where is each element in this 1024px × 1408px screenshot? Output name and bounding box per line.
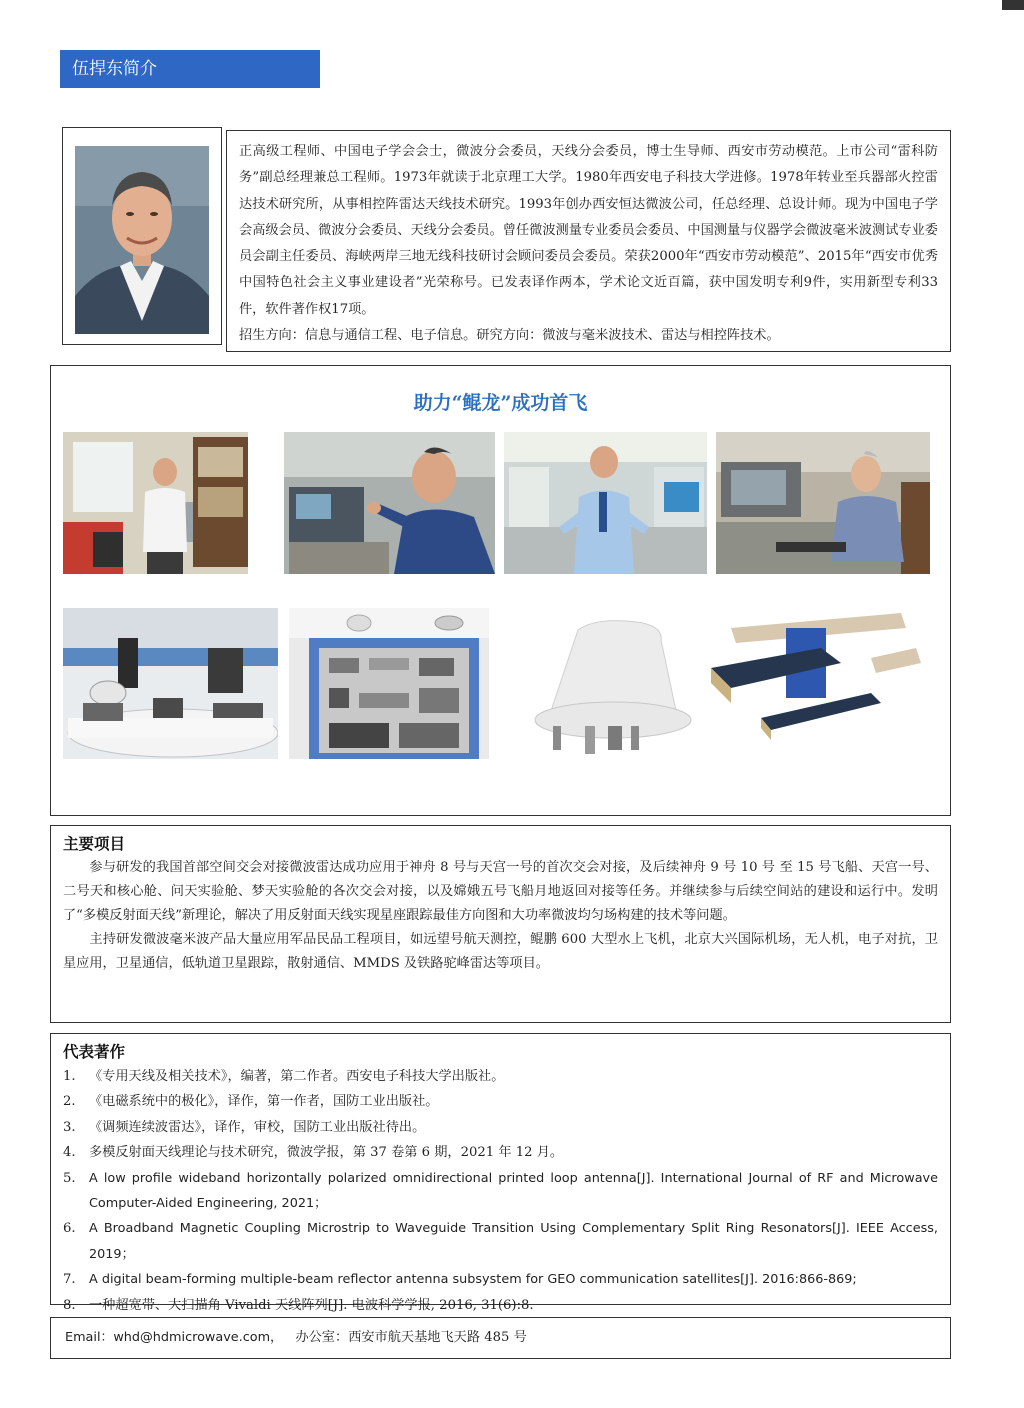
gallery-photo-office <box>63 432 248 574</box>
projects-section <box>50 825 951 1023</box>
gallery-photo-lab-test <box>284 432 495 574</box>
bio-box <box>226 130 951 352</box>
works-item-number: 6. <box>63 1221 76 1237</box>
works-item-text: 《调频连续波雷达》，译作，审校，国防工业出版社待出。 <box>89 1119 426 1135</box>
projects-paragraph-1: 参与研发的我国首部空间交会对接微波雷达成功应用于神舟 8 号与天宫一号的首次交会对接，及后续神舟 9 号 10 号 至 15 号飞船、天宫一号、二号天和核心舱、问天实验舱、梦天实验舱的各次交会对接，以及嫦娥五号飞船月地返回对接等任务。并继续参与后续空间站的建设和运行中。发明了“多模反射面天线”新理论，解决了用反射面天线实现星座跟踪最佳方向图和大功率微波均匀场构建的技术等问题。 <box>63 860 938 923</box>
gallery-title: 助力“鲲龙”成功首飞 <box>413 392 588 414</box>
office-label: 办公室： <box>295 1330 349 1345</box>
works-item-number: 3. <box>63 1119 76 1135</box>
gallery-photo-product-display <box>289 608 489 759</box>
portrait-frame <box>62 127 222 345</box>
works-item-number: 1. <box>63 1069 76 1084</box>
works-item-number: 5. <box>63 1170 76 1186</box>
bio-paragraph: 正高级工程师、中国电子学会会士，微波分会委员，天线分会委员，博士生导师、西安市劳动模范。上市公司“雷科防务”副总经理兼总工程师。1973年就读于北京理工大学。1980年西安电子科技大学进修。1978年转业至兵器部火控雷达技术研究所，从事相控阵雷达天线技术研究。1993年创办西安恒达微波公司，任总经理、总设计师。现为中国电子学会高级会员、微波分会委员、天线分会委员。曾任微波测量专业委员会委员、中国测量与仪器学会微波毫米波测试专业委员会副主任委员、海峡两岸三地无线科技研讨会顾问委员会委员。荣获2000年“西安市劳动模范”、2015年“西安市优秀中国特色社会主义事业建设者”光荣称号。已发表译作两本，学术论文近百篇，获中国发明专利9件，实用新型专利33件，软件著作权17项。 <box>239 144 938 317</box>
works-section <box>50 1033 951 1313</box>
works-item <box>63 1064 938 1089</box>
works-item-text: 《电磁系统中的极化》，译作，第一作者，国防工业出版社。 <box>89 1094 439 1110</box>
works-item <box>63 1089 938 1114</box>
works-item-text: 多模反射面天线理论与技术研究，微波学报，第 37 卷第 6 期，2021 年 12 月。 <box>89 1145 564 1161</box>
gallery-photo-radome <box>503 608 693 759</box>
gallery-photo-antenna-turntable <box>63 608 278 759</box>
contact-bar <box>50 1317 951 1359</box>
works-item <box>63 1216 938 1267</box>
banner-title: 伍捍东简介 <box>72 59 157 79</box>
works-item-text: 《专用天线及相关技术》，编著，第二作者。西安电子科技大学出版社。 <box>89 1069 505 1084</box>
works-item <box>63 1267 938 1292</box>
title-banner <box>60 50 320 88</box>
email-address[interactable]: whd@hdmicrowave.com， <box>113 1330 283 1345</box>
works-item-number: 8. <box>63 1297 76 1313</box>
portrait-photo <box>75 146 209 334</box>
corner-mark <box>1002 0 1024 10</box>
works-item <box>63 1166 938 1217</box>
gallery-photo-workshop <box>504 432 707 574</box>
works-heading: 代表著作 <box>63 1043 126 1061</box>
projects-heading: 主要项目 <box>63 835 126 853</box>
email-label: Email： <box>65 1330 114 1345</box>
works-item-text: 一种超宽带、大扫描角 Vivaldi 天线阵列[J]. 电波科学学报, 2016, 31(6):8. <box>89 1297 534 1313</box>
works-item-text: A low profile wideband horizontally polarized omnidirectional printed loop antenna[J]. International Journal of RF and Microwave Computer-Aided Engineering, 2021； <box>89 1170 938 1212</box>
works-item <box>63 1293 938 1318</box>
gallery-photo-desk <box>716 432 930 574</box>
works-item <box>63 1115 938 1140</box>
works-item-number: 2. <box>63 1094 76 1110</box>
works-item-text: A digital beam-forming multiple-beam reflector antenna subsystem for GEO communication satellites[J]. 2016:866-869; <box>89 1272 857 1288</box>
works-item-number: 7. <box>63 1272 76 1288</box>
gallery-photo-waveguide <box>701 608 931 759</box>
projects-paragraph-2: 主持研发微波毫米波产品大量应用军品民品工程项目，如远望号航天测控，鲲鹏 600 大型水上飞机，北京大兴国际机场，无人机，电子对抗，卫星应用，卫星通信，低轨道卫星跟踪，散射通信、MMDS 及铁路驼峰雷达等项目。 <box>63 932 938 971</box>
office-address: 西安市航天基地飞天路 485 号 <box>348 1330 527 1345</box>
works-item <box>63 1140 938 1165</box>
bio-direction: 招生方向：信息与通信工程、电子信息。研究方向：微波与毫米波技术、雷达与相控阵技术。 <box>239 328 780 344</box>
works-item-text: A Broadband Magnetic Coupling Microstrip to Waveguide Transition Using Complementary Split Ring Resonators[J]. IEEE Access, 2019； <box>89 1221 938 1262</box>
photo-gallery <box>50 365 951 816</box>
works-item-number: 4. <box>63 1145 76 1161</box>
